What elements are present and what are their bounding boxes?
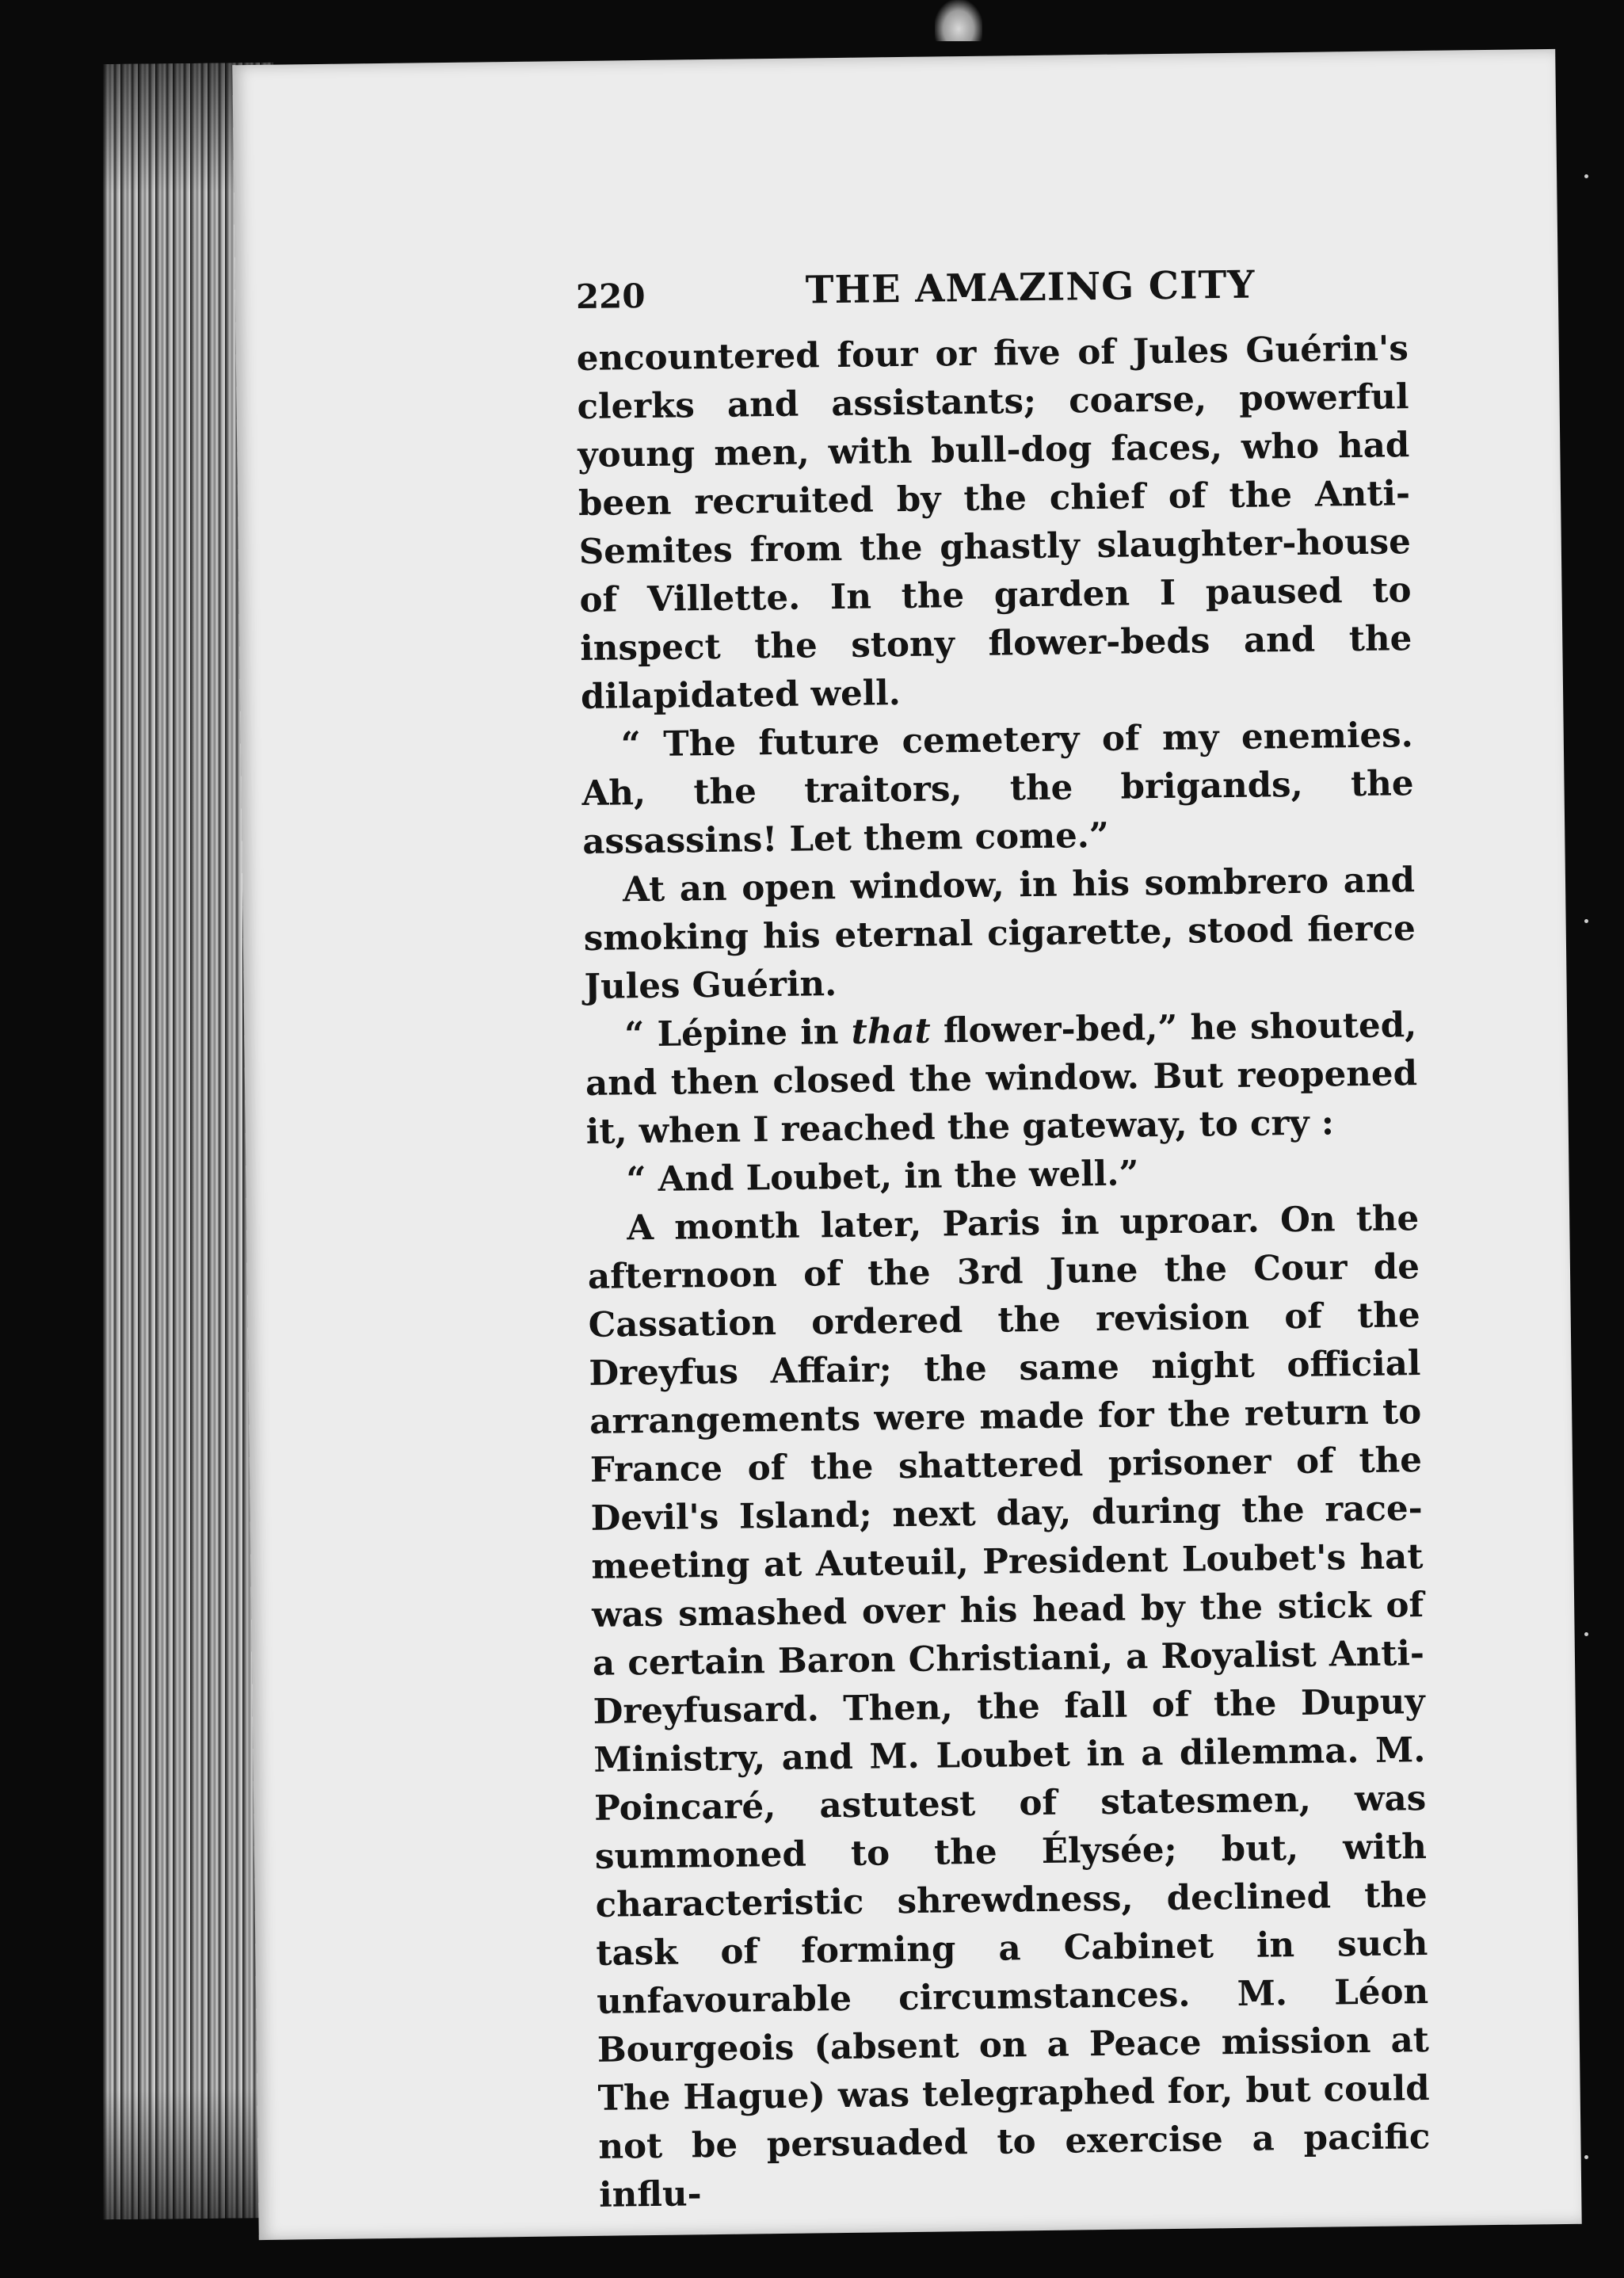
- paragraph-window: At an open window, in his sombrero and smoking his eternal cigarette, stood fierce Jules Guérin.: [583, 860, 1416, 1007]
- running-head: [575, 261, 1408, 334]
- paragraph-continuation: encountered four or five of Jules Guérin's clerks and assistants; coarse, powerful young men, with bull-dog faces, who had been recruited by the chief of the Anti-Semites from the ghastly slaughter-house of Villette. In the garden I paused to inspect the stony flower-beds and the dilapidated well.: [576, 328, 1412, 717]
- page-number: 220: [575, 276, 646, 317]
- lepine-text-italic: that: [851, 1010, 931, 1052]
- paragraph-loubet-well: “ And Loubet, in the well.”: [626, 1153, 1139, 1200]
- paragraph-lepine: [585, 1001, 1418, 1156]
- lepine-text-c: flower-bed,” he shouted, and then closed the window. But reopened it, when I reached the gateway, to cry :: [585, 1005, 1418, 1152]
- running-title: THE AMAZING CITY: [805, 262, 1256, 313]
- paragraph-month-later: A month later, Paris in uproar. On the afternoon of the 3rd June the Cour de Cassation ordered the revision of the Dreyfus Affair; the same night official arrangements were made for the return to France of the shattered prisoner of the Devil's Island; next day, during the race-meeting at Auteuil, President Loubet's hat was smashed over his head by the stick of a certain Baron Christiani, a Royalist Anti-Dreyfusard. Then, the fall of the Dupuy Ministry, and M. Loubet in a dilemma. M. Poincaré, astutest of statesmen, was summoned to the Élysée; but, with characteristic shrewdness, declined the task of forming a Cabinet in such unfavourable circumstances. M. Léon Bourgeois (absent on a Peace mission at The Hague) was telegraphed for, but could not be persuaded to exercise a pacific influ-: [587, 1198, 1431, 2215]
- binding-clip-mark: [935, 0, 982, 41]
- lepine-text-a: “ Lépine in: [623, 1011, 852, 1055]
- page-text-block: [575, 261, 1431, 2219]
- book-page: [232, 49, 1581, 2240]
- scan-noise-dots: [1584, 143, 1592, 2203]
- paragraph-quote-cemetery: “ The future cemetery of my enemies. Ah, the traitors, the brigands, the assassins! Let them come.”: [581, 715, 1414, 862]
